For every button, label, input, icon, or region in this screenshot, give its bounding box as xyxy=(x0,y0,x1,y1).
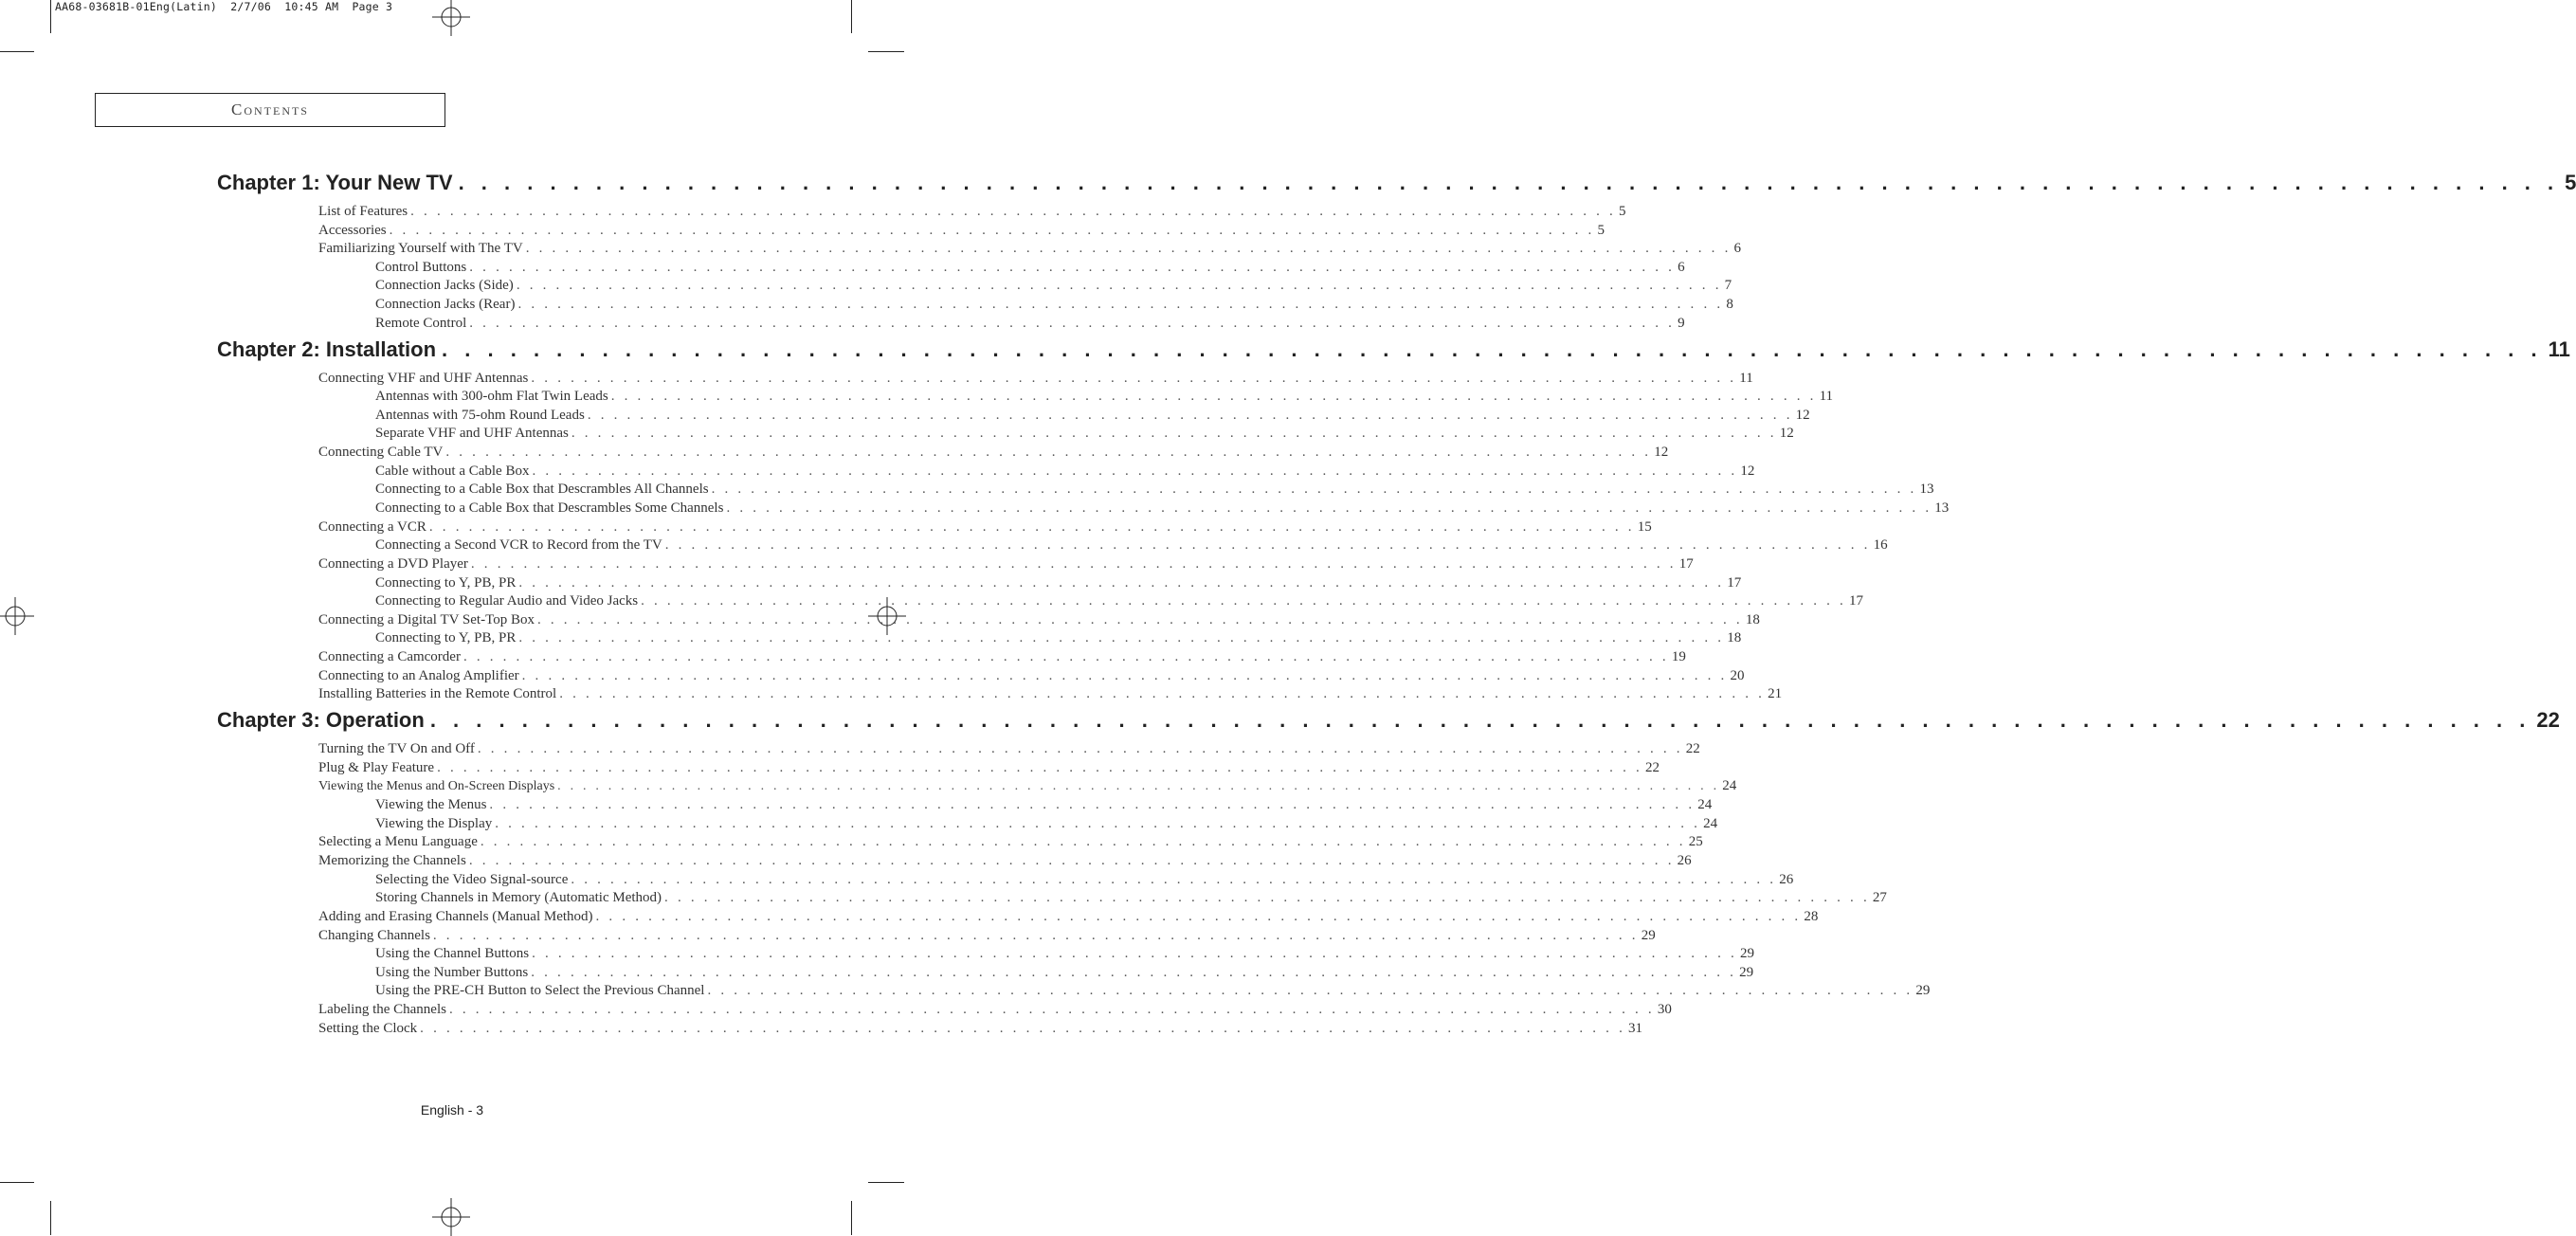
entry-title: Memorizing the Channels xyxy=(318,853,466,868)
chapter-title: Chapter 2: Installation xyxy=(217,337,437,361)
entry-page: 24 xyxy=(1722,778,1737,793)
entry-page: 18 xyxy=(1727,630,1742,645)
leader-dots: . . . . . . . . . . . . . . . . . . . . . . . . . . . . . . . . . . . . . . . . . . . . . . . . . . . . . . . . . . . . . . . . . . . . . . . . . . . . . . . . . . . . . . . . . . . . xyxy=(469,260,1676,275)
entry-title: Setting the Clock xyxy=(318,1021,418,1036)
toc-entry xyxy=(318,371,1753,387)
contents-title: Contents xyxy=(230,100,309,118)
entry-page: 12 xyxy=(1779,426,1794,441)
entry-title: Connecting VHF and UHF Antennas xyxy=(318,371,529,386)
toc-subentry xyxy=(375,575,1742,591)
entry-page: 17 xyxy=(1848,593,1863,609)
toc-entry xyxy=(318,1002,1672,1018)
entry-page: 19 xyxy=(1671,649,1686,664)
entry-page: 28 xyxy=(1804,909,1819,924)
toc-entry xyxy=(318,778,1737,794)
crop-mark xyxy=(50,1201,51,1235)
entry-title: Connecting to Y, PB, PR xyxy=(375,630,517,645)
entry-title: Control Buttons xyxy=(375,260,467,275)
leader-dots: . . . . . . . . . . . . . . . . . . . . . . . . . . . . . . . . . . . . . . . . . . . . . . . . . . . . . . . . . . . . . . . . . . . . . . . . . . . . . . . . . . . . . . . . . . . . xyxy=(610,389,1817,404)
entry-title: Connecting a VCR xyxy=(318,519,426,535)
entry-page: 12 xyxy=(1654,445,1669,460)
toc-entry xyxy=(318,445,1669,461)
leader-dots: . . . . . . . . . . . . . . . . . . . . . . . . . . . . . . . . . . . . . . . . . . . . . . . . . . . . . . . . . . . . . . . . . . . . . . . . . . . . . . . . . . . . . . . . . . . . xyxy=(469,316,1676,331)
entry-title: Connecting to a Cable Box that Descrambles All Channels xyxy=(375,482,709,497)
toc-entry xyxy=(318,834,1703,850)
leader-dots: . . . . . . . . . . . . . . . . . . . . . . . . . . . . . . . . . . . . . . . . . . . . . . . . . . . . . . . . . . . . . . . . . . . . . . . . . . . . . . . . . . . . . . . . . . . . xyxy=(432,928,1639,943)
toc-subentry xyxy=(375,464,1755,480)
toc-entry xyxy=(318,649,1686,665)
entry-page: 21 xyxy=(1768,686,1783,701)
leader-dots: . . . . . . . . . . . . . . . . . . . . . . . . . . . . . . . . . . . . . . . . . . . . . . . . . . . . . . . . . . . . . . . . . . . . . . . . . . . . . . . . . . . . . . . . . . . . xyxy=(518,575,1725,591)
toc-entry xyxy=(318,204,1626,220)
contents-header-box xyxy=(95,93,445,127)
leader-dots: . . . . . . . . . . . . . . . . . . . . . . . . . . . . . . . . . . . . . . . . . . . . . . . . . . . . . . . . . . . . . . . . . . . . . . . . . . . . . . . . . . . . . . . . . . . . xyxy=(389,223,1595,238)
entry-title: Connecting a Digital TV Set-Top Box xyxy=(318,612,535,627)
entry-title: Connecting to Y, PB, PR xyxy=(375,575,517,591)
toc-subentry xyxy=(375,316,1685,332)
leader-dots: . . . . . . . . . . . . . . . . . . . . . . . . . . . . . . . . . . . . . . . . . . . . . . . . . . . . . . . . . . . . . . . . . . . . . . . . . . . . . . . . . . . . . . . . . . . . xyxy=(557,779,1720,793)
entry-page: 11 xyxy=(1739,371,1753,386)
toc-subentry xyxy=(375,260,1685,276)
leader-dots: . . . . . . . . . . . . . . . . . . . . . . . . . . . . . . . . . . . . . . . . . . . . . . . . . . . . . . . . . . . . . . . . . . . . . . . . . . . . . . . . . . . . . . . . . . . . xyxy=(571,872,1777,887)
leader-dots: . . . . . . . . . . . . . . . . . . . . . . . . . . . . . . . . . . . . . . . . . . . . . . . . . . . . . . . . . . . . . . . . . . . . . . . . . . . . . . . . . . . . . . . . . . . . xyxy=(437,760,1642,775)
chapter-page: 22 xyxy=(2536,708,2560,732)
leader-dots: . . . . . . . . . . . . . . . . . . . . . . . . . . . . . . . . . . . . . . . . . . . . . . . . . . . . . . . . . . . . . . . . . . . . . . . . . . . . . . . . . . . . . . . . . . . . xyxy=(458,171,2560,194)
leader-dots: . . . . . . . . . . . . . . . . . . . . . . . . . . . . . . . . . . . . . . . . . . . . . . . . . . . . . . . . . . . . . . . . . . . . . . . . . . . . . . . . . . . . . . . . . . . . xyxy=(518,630,1725,645)
entry-title: Plug & Play Feature xyxy=(318,760,435,775)
entry-title: Connecting to Regular Audio and Video Jacks xyxy=(375,593,639,609)
entry-page: 25 xyxy=(1688,834,1703,849)
entry-title: Antennas with 300-ohm Flat Twin Leads xyxy=(375,389,608,404)
leader-dots: . . . . . . . . . . . . . . . . . . . . . . . . . . . . . . . . . . . . . . . . . . . . . . . . . . . . . . . . . . . . . . . . . . . . . . . . . . . . . . . . . . . . . . . . . . . . xyxy=(711,482,1917,497)
entry-page: 26 xyxy=(1677,853,1692,868)
entry-page: 30 xyxy=(1657,1002,1672,1017)
registration-mark-icon xyxy=(432,1198,470,1236)
entry-title: List of Features xyxy=(318,204,408,219)
toc-entry xyxy=(318,612,1760,628)
entry-title: Storing Channels in Memory (Automatic Method) xyxy=(375,890,662,905)
toc-subentry xyxy=(375,630,1742,646)
toc-subentry xyxy=(375,890,1887,906)
registration-mark-icon xyxy=(0,597,34,635)
entry-page: 29 xyxy=(1641,928,1656,943)
crop-mark xyxy=(868,51,904,52)
entry-page: 29 xyxy=(1739,965,1754,980)
toc-entry xyxy=(318,519,1652,536)
entry-page: 15 xyxy=(1637,519,1652,535)
entry-page: 24 xyxy=(1703,816,1718,831)
entry-title: Using the PRE-CH Button to Select the Previous Channel xyxy=(375,983,705,998)
toc-subentry xyxy=(375,816,1718,832)
entry-title: Cable without a Cable Box xyxy=(375,464,530,479)
leader-dots: . . . . . . . . . . . . . . . . . . . . . . . . . . . . . . . . . . . . . . . . . . . . . . . . . . . . . . . . . . . . . . . . . . . . . . . . . . . . . . . . . . . . . . . . . . . . xyxy=(477,741,1683,756)
entry-page: 17 xyxy=(1678,556,1694,572)
toc-entry xyxy=(318,556,1694,573)
leader-dots: . . . . . . . . . . . . . . . . . . . . . . . . . . . . . . . . . . . . . . . . . . . . . . . . . . . . . . . . . . . . . . . . . . . . . . . . . . . . . . . . . . . . . . . . . . . . xyxy=(531,371,1737,386)
printer-slug: AA68-03681B-01Eng(Latin) 2/7/06 10:45 AM Page 3 xyxy=(55,0,393,13)
entry-title: Viewing the Menus xyxy=(375,797,487,812)
entry-title: Selecting the Video Signal-source xyxy=(375,872,569,887)
chapter-page: 11 xyxy=(2548,337,2570,361)
leader-dots: . . . . . . . . . . . . . . . . . . . . . . . . . . . . . . . . . . . . . . . . . . . . . . . . . . . . . . . . . . . . . . . . . . . . . . . . . . . . . . . . . . . . . . . . . . . . xyxy=(641,593,1846,609)
entry-page: 7 xyxy=(1724,278,1732,293)
entry-title: Connecting to an Analog Amplifier xyxy=(318,668,519,683)
entry-title: Turning the TV On and Off xyxy=(318,741,475,756)
leader-dots: . . . . . . . . . . . . . . . . . . . . . . . . . . . . . . . . . . . . . . . . . . . . . . . . . . . . . . . . . . . . . . . . . . . . . . . . . . . . . . . . . . . . . . . . . . . . xyxy=(707,983,1914,998)
toc-entry xyxy=(318,760,1660,776)
entry-title: Labeling the Channels xyxy=(318,1002,446,1017)
leader-dots: . . . . . . . . . . . . . . . . . . . . . . . . . . . . . . . . . . . . . . . . . . . . . . . . . . . . . . . . . . . . . . . . . . . . . . . . . . . . . . . . . . . . . . . . . . . . xyxy=(445,445,1652,460)
entry-page: 8 xyxy=(1726,297,1733,312)
entry-title: Using the Channel Buttons xyxy=(375,946,530,961)
entry-title: Connecting a Second VCR to Record from the TV xyxy=(375,537,662,553)
toc-entry xyxy=(318,223,1605,239)
entry-page: 13 xyxy=(1934,500,1950,516)
toc-entry xyxy=(318,741,1700,757)
toc-entry xyxy=(318,686,1783,702)
toc-subentry xyxy=(375,278,1732,294)
entry-page: 29 xyxy=(1739,946,1754,961)
crop-mark xyxy=(0,1182,34,1183)
entry-title: Connecting a DVD Player xyxy=(318,556,468,572)
leader-dots: . . . . . . . . . . . . . . . . . . . . . . . . . . . . . . . . . . . . . . . . . . . . . . . . . . . . . . . . . . . . . . . . . . . . . . . . . . . . . . . . . . . . . . . . . . . . xyxy=(468,853,1675,868)
entry-page: 6 xyxy=(1733,241,1742,256)
entry-page: 5 xyxy=(1597,223,1605,238)
toc-entry xyxy=(318,1021,1643,1037)
crop-mark xyxy=(50,0,51,33)
entry-title: Remote Control xyxy=(375,316,467,331)
toc-subentry xyxy=(375,537,1888,554)
toc-subentry xyxy=(375,482,1934,498)
chapter-heading xyxy=(217,708,2560,733)
chapter-page: 5 xyxy=(2565,171,2576,194)
crop-mark xyxy=(868,1182,904,1183)
entry-page: 11 xyxy=(1819,389,1834,404)
entry-title: Connecting a Camcorder xyxy=(318,649,461,664)
entry-title: Installing Batteries in the Remote Control xyxy=(318,686,557,701)
toc-subentry xyxy=(375,500,1950,517)
leader-dots: . . . . . . . . . . . . . . . . . . . . . . . . . . . . . . . . . . . . . . . . . . . . . . . . . . . . . . . . . . . . . . . . . . . . . . . . . . . . . . . . . . . . . . . . . . . . xyxy=(516,278,1722,293)
leader-dots: . . . . . . . . . . . . . . . . . . . . . . . . . . . . . . . . . . . . . . . . . . . . . . . . . . . . . . . . . . . . . . . . . . . . . . . . . . . . . . . . . . . . . . . . . . . . xyxy=(571,426,1777,441)
entry-page: 16 xyxy=(1873,537,1888,553)
toc-subentry xyxy=(375,983,1931,999)
entry-title: Using the Number Buttons xyxy=(375,965,529,980)
entry-title: Adding and Erasing Channels (Manual Method) xyxy=(318,909,593,924)
toc-entry xyxy=(318,668,1745,684)
leader-dots: . . . . . . . . . . . . . . . . . . . . . . . . . . . . . . . . . . . . . . . . . . . . . . . . . . . . . . . . . . . . . . . . . . . . . . . . . . . . . . . . . . . . . . . . . . . . xyxy=(531,965,1737,980)
entry-title: Viewing the Display xyxy=(375,816,493,831)
leader-dots: . . . . . . . . . . . . . . . . . . . . . . . . . . . . . . . . . . . . . . . . . . . . . . . . . . . . . . . . . . . . . . . . . . . . . . . . . . . . . . . . . . . . . . . . . . . . xyxy=(489,797,1696,812)
entry-page: 9 xyxy=(1678,316,1685,331)
leader-dots: . . . . . . . . . . . . . . . . . . . . . . . . . . . . . . . . . . . . . . . . . . . . . . . . . . . . . . . . . . . . . . . . . . . . . . . . . . . . . . . . . . . . . . . . . . . . xyxy=(536,612,1743,627)
entry-title: Connection Jacks (Rear) xyxy=(375,297,516,312)
toc-subentry xyxy=(375,426,1794,442)
leader-dots: . . . . . . . . . . . . . . . . . . . . . . . . . . . . . . . . . . . . . . . . . . . . . . . . . . . . . . . . . . . . . . . . . . . . . . . . . . . . . . . . . . . . . . . . . . . . xyxy=(495,816,1701,831)
entry-page: 22 xyxy=(1644,760,1660,775)
leader-dots: . . . . . . . . . . . . . . . . . . . . . . . . . . . . . . . . . . . . . . . . . . . . . . . . . . . . . . . . . . . . . . . . . . . . . . . . . . . . . . . . . . . . . . . . . . . . xyxy=(448,1002,1655,1017)
leader-dots: . . . . . . . . . . . . . . . . . . . . . . . . . . . . . . . . . . . . . . . . . . . . . . . . . . . . . . . . . . . . . . . . . . . . . . . . . . . . . . . . . . . . . . . . . . . . xyxy=(480,834,1686,849)
entry-title: Accessories xyxy=(318,223,387,238)
leader-dots: . . . . . . . . . . . . . . . . . . . . . . . . . . . . . . . . . . . . . . . . . . . . . . . . . . . . . . . . . . . . . . . . . . . . . . . . . . . . . . . . . . . . . . . . . . . . xyxy=(587,408,1793,423)
leader-dots: . . . . . . . . . . . . . . . . . . . . . . . . . . . . . . . . . . . . . . . . . . . . . . . . . . . . . . . . . . . . . . . . . . . . . . . . . . . . . . . . . . . . . . . . . . . . xyxy=(726,500,1932,516)
toc-subentry xyxy=(375,297,1733,313)
leader-dots: . . . . . . . . . . . . . . . . . . . . . . . . . . . . . . . . . . . . . . . . . . . . . . . . . . . . . . . . . . . . . . . . . . . . . . . . . . . . . . . . . . . . . . . . . . . . xyxy=(428,519,1635,535)
crop-mark xyxy=(851,1201,852,1235)
leader-dots: . . . . . . . . . . . . . . . . . . . . . . . . . . . . . . . . . . . . . . . . . . . . . . . . . . . . . . . . . . . . . . . . . . . . . . . . . . . . . . . . . . . . . . . . . . . . xyxy=(521,668,1728,683)
entry-page: 27 xyxy=(1872,890,1887,905)
toc-subentry xyxy=(375,797,1713,813)
entry-title: Viewing the Menus and On-Screen Displays xyxy=(318,779,555,793)
toc-subentry xyxy=(375,946,1754,962)
entry-page: 26 xyxy=(1779,872,1794,887)
entry-title: Connection Jacks (Side) xyxy=(375,278,514,293)
entry-page: 12 xyxy=(1795,408,1810,423)
entry-page: 29 xyxy=(1915,983,1931,998)
entry-title: Familiarizing Yourself with The TV xyxy=(318,241,523,256)
leader-dots: . . . . . . . . . . . . . . . . . . . . . . . . . . . . . . . . . . . . . . . . . . . . . . . . . . . . . . . . . . . . . . . . . . . . . . . . . . . . . . . . . . . . . . . . . . . . xyxy=(420,1021,1626,1036)
leader-dots: . . . . . . . . . . . . . . . . . . . . . . . . . . . . . . . . . . . . . . . . . . . . . . . . . . . . . . . . . . . . . . . . . . . . . . . . . . . . . . . . . . . . . . . . . . . . xyxy=(664,890,1870,905)
toc-entry xyxy=(318,909,1819,925)
leader-dots: . . . . . . . . . . . . . . . . . . . . . . . . . . . . . . . . . . . . . . . . . . . . . . . . . . . . . . . . . . . . . . . . . . . . . . . . . . . . . . . . . . . . . . . . . . . . xyxy=(532,946,1737,961)
leader-dots: . . . . . . . . . . . . . . . . . . . . . . . . . . . . . . . . . . . . . . . . . . . . . . . . . . . . . . . . . . . . . . . . . . . . . . . . . . . . . . . . . . . . . . . . . . . . xyxy=(429,708,2531,732)
leader-dots: . . . . . . . . . . . . . . . . . . . . . . . . . . . . . . . . . . . . . . . . . . . . . . . . . . . . . . . . . . . . . . . . . . . . . . . . . . . . . . . . . . . . . . . . . . . . xyxy=(517,297,1724,312)
leader-dots: . . . . . . . . . . . . . . . . . . . . . . . . . . . . . . . . . . . . . . . . . . . . . . . . . . . . . . . . . . . . . . . . . . . . . . . . . . . . . . . . . . . . . . . . . . . . xyxy=(525,241,1732,256)
chapter-heading xyxy=(217,171,2576,195)
entry-page: 24 xyxy=(1697,797,1713,812)
toc-entry xyxy=(318,241,1742,257)
entry-page: 17 xyxy=(1727,575,1742,591)
toc-subentry xyxy=(375,389,1834,405)
chapter-title: Chapter 1: Your New TV xyxy=(217,171,453,194)
toc-subentry xyxy=(375,593,1863,609)
entry-page: 22 xyxy=(1685,741,1700,756)
toc-entry xyxy=(318,928,1656,944)
toc-subentry xyxy=(375,872,1794,888)
entry-title: Separate VHF and UHF Antennas xyxy=(375,426,569,441)
entry-title: Connecting Cable TV xyxy=(318,445,444,460)
leader-dots: . . . . . . . . . . . . . . . . . . . . . . . . . . . . . . . . . . . . . . . . . . . . . . . . . . . . . . . . . . . . . . . . . . . . . . . . . . . . . . . . . . . . . . . . . . . . xyxy=(410,204,1617,219)
entry-page: 31 xyxy=(1628,1021,1643,1036)
entry-page: 13 xyxy=(1919,482,1934,497)
toc-subentry xyxy=(375,408,1810,424)
leader-dots: . . . . . . . . . . . . . . . . . . . . . . . . . . . . . . . . . . . . . . . . . . . . . . . . . . . . . . . . . . . . . . . . . . . . . . . . . . . . . . . . . . . . . . . . . . . . xyxy=(470,556,1677,572)
entry-title: Changing Channels xyxy=(318,928,430,943)
leader-dots: . . . . . . . . . . . . . . . . . . . . . . . . . . . . . . . . . . . . . . . . . . . . . . . . . . . . . . . . . . . . . . . . . . . . . . . . . . . . . . . . . . . . . . . . . . . . xyxy=(664,537,1871,553)
entry-title: Antennas with 75-ohm Round Leads xyxy=(375,408,585,423)
chapter-title: Chapter 3: Operation xyxy=(217,708,425,732)
leader-dots: . . . . . . . . . . . . . . . . . . . . . . . . . . . . . . . . . . . . . . . . . . . . . . . . . . . . . . . . . . . . . . . . . . . . . . . . . . . . . . . . . . . . . . . . . . . . xyxy=(442,337,2543,361)
entry-page: 6 xyxy=(1678,260,1685,275)
registration-mark-icon xyxy=(432,0,470,36)
crop-mark xyxy=(851,0,852,33)
entry-page: 18 xyxy=(1745,612,1760,627)
entry-page: 5 xyxy=(1619,204,1626,219)
entry-page: 20 xyxy=(1730,668,1745,683)
entry-page: 12 xyxy=(1740,464,1755,479)
entry-title: Connecting to a Cable Box that Descrambles Some Channels xyxy=(375,500,724,516)
leader-dots: . . . . . . . . . . . . . . . . . . . . . . . . . . . . . . . . . . . . . . . . . . . . . . . . . . . . . . . . . . . . . . . . . . . . . . . . . . . . . . . . . . . . . . . . . . . . xyxy=(559,686,1766,701)
crop-mark xyxy=(0,51,34,52)
leader-dots: . . . . . . . . . . . . . . . . . . . . . . . . . . . . . . . . . . . . . . . . . . . . . . . . . . . . . . . . . . . . . . . . . . . . . . . . . . . . . . . . . . . . . . . . . . . . xyxy=(463,649,1669,664)
chapter-heading xyxy=(217,337,2570,362)
toc-subentry xyxy=(375,965,1754,981)
page-footer: English - 3 xyxy=(420,1102,484,1118)
entry-title: Selecting a Menu Language xyxy=(318,834,478,849)
leader-dots: . . . . . . . . . . . . . . . . . . . . . . . . . . . . . . . . . . . . . . . . . . . . . . . . . . . . . . . . . . . . . . . . . . . . . . . . . . . . . . . . . . . . . . . . . . . . xyxy=(595,909,1802,924)
leader-dots: . . . . . . . . . . . . . . . . . . . . . . . . . . . . . . . . . . . . . . . . . . . . . . . . . . . . . . . . . . . . . . . . . . . . . . . . . . . . . . . . . . . . . . . . . . . . xyxy=(532,464,1738,479)
toc-entry xyxy=(318,853,1692,869)
